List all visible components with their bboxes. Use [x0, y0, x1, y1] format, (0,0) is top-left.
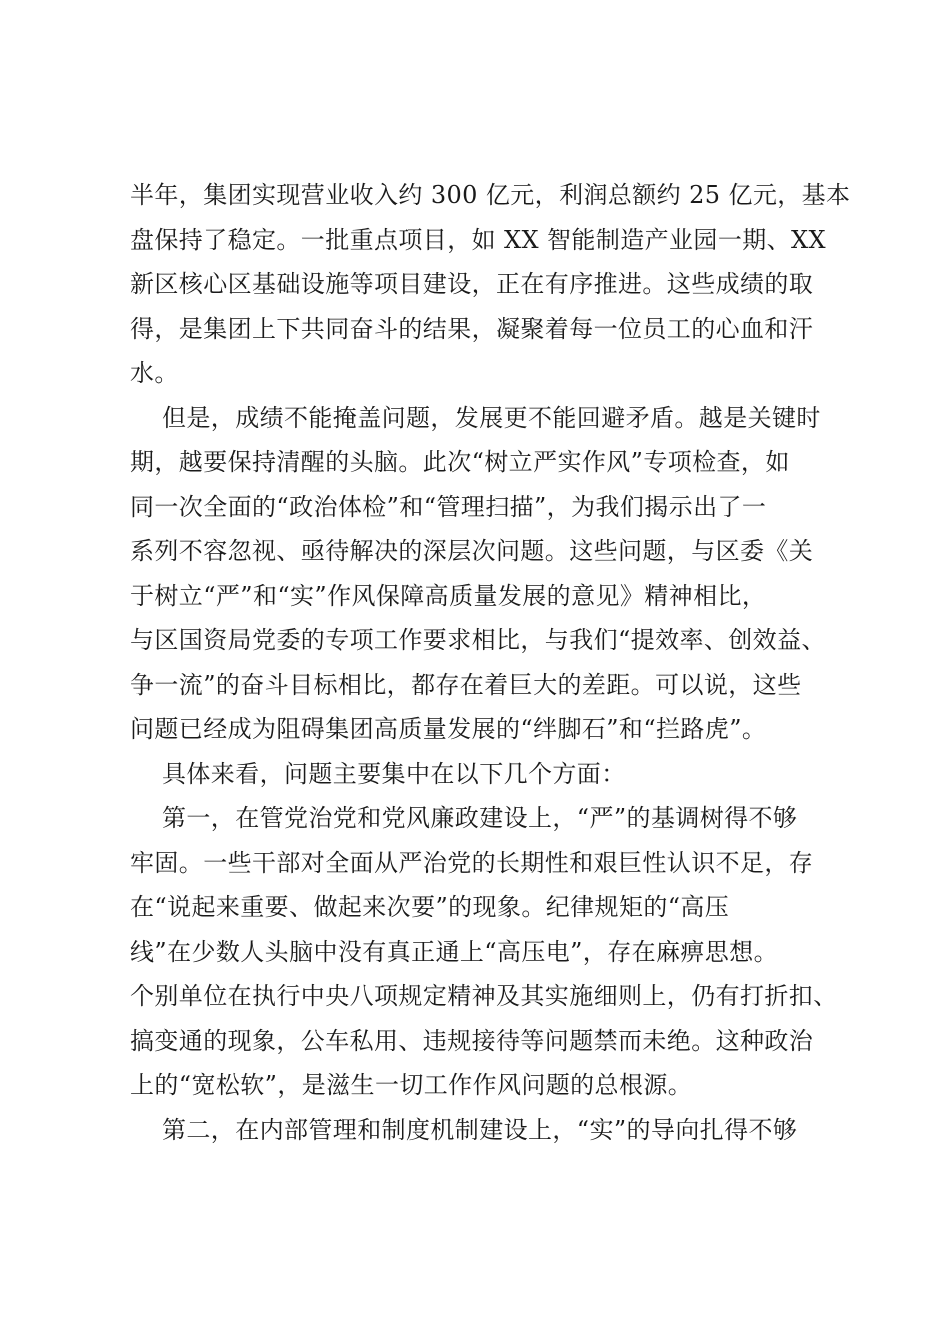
text-line: 盘保持了稳定。一批重点项目，如 XX 智能制造产业园一期、XX	[130, 225, 826, 254]
text-line: 半年，集团实现营业收入约 300 亿元，利润总额约 25 亿元，基本	[130, 181, 851, 209]
paragraph-2	[130, 396, 840, 752]
text-line: 问题已经成为阻碍集团高质量发展的“绊脚石”和“拦路虎”。	[130, 715, 767, 743]
text-line: 第一，在管党治党和党风廉政建设上，“严”的基调树得不够	[162, 804, 798, 832]
paragraph-4	[130, 796, 840, 1108]
text-line: 期，越要保持清醒的头脑。此次“树立严实作风”专项检查，如	[130, 448, 790, 476]
text-line: 第二，在内部管理和制度机制建设上，“实”的导向扎得不够	[162, 1115, 798, 1144]
text-line: 个别单位在执行中央八项规定精神及其实施细则上，仍有打折扣、	[130, 982, 838, 1010]
text-line: 与区国资局党委的专项工作要求相比，与我们“提效率、创效益、	[130, 626, 826, 654]
text-line: 新区核心区基础设施等项目建设，正在有序推进。这些成绩的取	[130, 270, 814, 298]
text-line: 得，是集团上下共同奋斗的结果，凝聚着每一位员工的心血和汗	[130, 314, 814, 343]
text-line: 系列不容忽视、亟待解决的深层次问题。这些问题，与区委《关	[130, 537, 814, 565]
paragraph-1	[130, 173, 851, 396]
paragraph-5	[130, 1108, 840, 1153]
text-line: 在“说起来重要、做起来次要”的现象。纪律规矩的“高压	[130, 893, 730, 921]
text-line: 线”在少数人头脑中没有真正通上“高压电”，存在麻痹思想。	[130, 937, 779, 966]
text-line: 但是，成绩不能掩盖问题，发展更不能回避矛盾。越是关键时	[162, 403, 821, 432]
text-line: 搞变通的现象，公车私用、违规接待等问题禁而未绝。这种政治	[130, 1026, 814, 1055]
text-line: 同一次全面的“政治体检”和“管理扫描”，为我们揭示出了一	[130, 492, 767, 521]
text-line: 争一流”的奋斗目标相比，都存在着巨大的差距。可以说，这些	[130, 670, 802, 699]
document-body	[130, 173, 851, 1152]
text-line: 于树立“严”和“实”作风保障高质量发展的意见》精神相比，	[130, 581, 767, 610]
paragraph-3	[130, 752, 840, 797]
text-line: 上的“宽松软”，是滋生一切工作作风问题的总根源。	[130, 1071, 693, 1099]
text-line: 具体来看，问题主要集中在以下几个方面：	[162, 759, 626, 788]
text-line: 水。	[130, 359, 179, 387]
text-line: 牢固。一些干部对全面从严治党的长期性和艰巨性认识不足，存	[130, 848, 814, 877]
